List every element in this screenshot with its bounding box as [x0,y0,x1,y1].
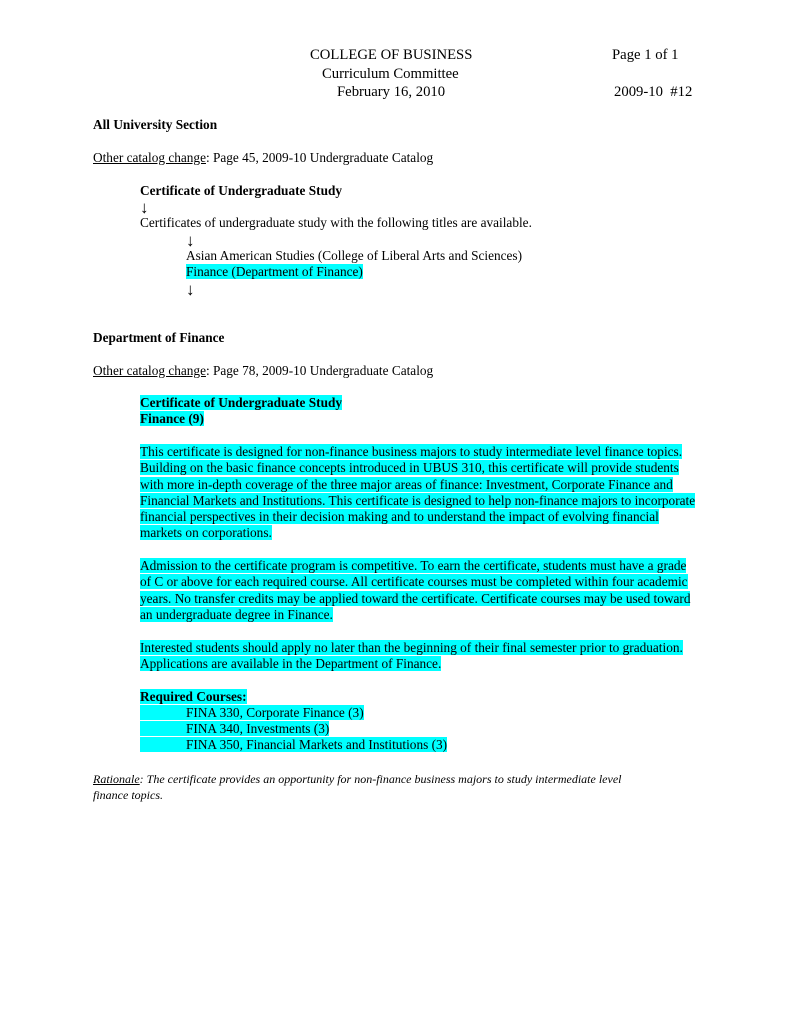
header-page-number: Page 1 of 1 [612,47,679,63]
cert-heading: Certificate of Undergraduate Study [140,183,343,198]
catalog-change-text: : Page 45, 2009-10 Undergraduate Catalog [205,150,434,165]
application-text: Interested students should apply no later than the beginning of their final semester prior to graduation. Applications are available in the Department of Finance. [140,640,683,672]
finance-cert-subheading-text: Finance (9) [140,411,204,426]
cert-item-asian-american: Asian American Studies (College of Liberal Arts and Sciences) [186,248,523,263]
header-document-number: 2009-10 #12 [614,84,693,100]
course-item [140,737,447,753]
cert-item-finance [186,264,363,280]
header-date: February 16, 2010 [337,84,446,100]
section-title-finance: Department of Finance [93,330,225,345]
course-item [140,705,364,721]
cert-item-finance-text: Finance (Department of Finance) [186,264,363,279]
down-arrow-icon: ↓ [140,198,149,217]
course-item-text: FINA 350, Financial Markets and Institutions (3) [140,737,447,752]
course-item-text: FINA 340, Investments (3) [140,721,329,736]
catalog-change-line [93,363,433,379]
required-courses-title-text: Required Courses: [140,689,247,704]
down-arrow-icon: ↓ [186,231,195,250]
admission-paragraph [140,558,700,623]
header-committee: Curriculum Committee [322,66,459,82]
cert-description-paragraph [140,444,700,542]
rationale-text: : The certificate provides an opportunity for non-finance business majors to study intermediate level [139,772,622,786]
catalog-change-line [93,150,433,166]
rationale-label: Rationale [93,772,140,786]
application-paragraph [140,640,700,673]
catalog-change-label: Other catalog change [93,150,206,165]
section-title-all-university: All University Section [93,117,218,132]
course-item-text: FINA 330, Corporate Finance (3) [140,705,364,720]
finance-cert-subheading [140,411,204,427]
required-courses-title [140,689,247,705]
course-item [140,721,329,737]
rationale-line [93,771,621,787]
finance-cert-heading-text: Certificate of Undergraduate Study [140,395,343,410]
finance-cert-heading [140,395,342,411]
admission-text: Admission to the certificate program is competitive. To earn the certificate, students must have a grade of C or above for each required course. All certificate courses must be completed within four academic years. No transfer credits may be applied toward the certificate. Certificate courses may be used toward an undergraduate degree in Finance. [140,558,691,622]
catalog-change-text: : Page 78, 2009-10 Undergraduate Catalog [205,363,434,378]
cert-description-text: This certificate is designed for non-finance business majors to study intermediate level finance topics. Building on the basic finance concepts introduced in UBUS 310, this certificate will provide students with more in-depth coverage of the three major areas of finance: Investment, Corporate Finance and Financial Markets and Institutions. This certificate is designed to help non-finance majors to incorporate financial perspectives in their decision making and to understand the impact of evolving financial markets on corporations. [140,444,696,541]
header-title: COLLEGE OF BUSINESS [310,47,473,63]
cert-intro: Certificates of undergraduate study with the following titles are available. [140,215,532,230]
rationale-line-2: finance topics. [93,788,163,802]
down-arrow-icon: ↓ [186,280,195,299]
catalog-change-label: Other catalog change [93,363,206,378]
